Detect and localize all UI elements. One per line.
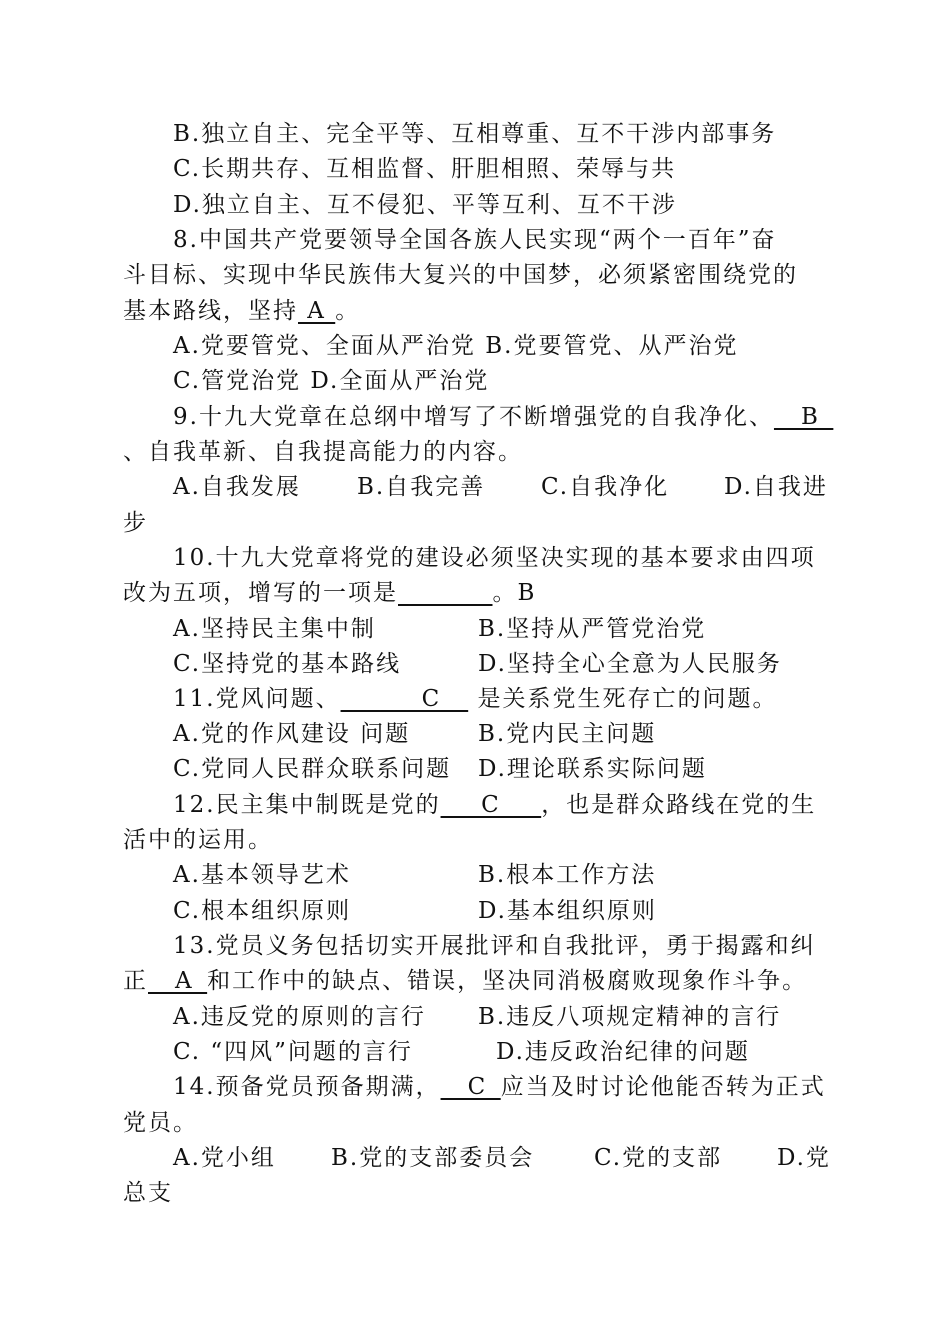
- q11-answer-blank: ______C__: [340, 686, 469, 712]
- q9-stem-line1: 9.十九大党章在总纲中增写了不断增强党的自我净化、__B_: [173, 404, 834, 430]
- q13-option-d: D.违反政治纪律的问题: [496, 1039, 750, 1065]
- q12-option-d: D.基本组织原则: [478, 898, 657, 924]
- q13-stem-line2: 正__A_和工作中的缺点、错误，坚决同消极腐败现象作斗争。: [123, 968, 808, 994]
- q11-options-cd: [173, 752, 833, 786]
- q10-option-d: D.坚持全心全意为人民服务: [478, 651, 782, 677]
- q10-stem-line1: 10.十九大党章将党的建设必须坚决实现的基本要求由四项: [173, 545, 816, 571]
- q8-stem-line3: 基本路线，坚持 A 。: [123, 298, 361, 324]
- q12-option-b: B.根本工作方法: [478, 862, 657, 888]
- q11-option-b: B.党内民主问题: [478, 721, 657, 747]
- q14-stem-line2: 党员。: [123, 1110, 198, 1136]
- q8-stem-line1: 8.中国共产党要领导全国各族人民实现“两个一百年”奋: [173, 227, 777, 253]
- q10-option-a: A.坚持民主集中制: [173, 616, 376, 642]
- q12-stem-line1: 12.民主集中制既是党的___C___，也是群众路线在党的生: [173, 792, 817, 818]
- q7-option-d: D.独立自主、互不侵犯、平等互利、互不干涉: [173, 192, 677, 218]
- q11-options-ab: [173, 717, 833, 751]
- q14-option-d: D.党: [777, 1145, 831, 1171]
- q7-option-c: C.长期共存、互相监督、肝胆相照、荣辱与共: [173, 156, 677, 182]
- q14-option-b: B.党的支部委员会: [331, 1145, 535, 1171]
- q8-options-cd: C.管党治党 D.全面从严治党: [173, 368, 490, 394]
- q9-option-d: D.自我进: [724, 474, 828, 500]
- q9-options: [173, 470, 833, 504]
- q13-stem-line1: 13.党员义务包括切实开展批评和自我批评，勇于揭露和纠: [173, 933, 816, 959]
- q14-options: [173, 1141, 833, 1175]
- q11-option-d: D.理论联系实际问题: [478, 756, 707, 782]
- q14-option-d-wrap: 总支: [123, 1180, 173, 1206]
- q12-stem-line2: 活中的运用。: [123, 827, 273, 853]
- q10-stem-line2: 改为五项，增写的一项是_______。B: [123, 580, 537, 606]
- q13-options-ab: [173, 1000, 833, 1034]
- q11-option-a: A.党的作风建设 问题: [173, 721, 411, 747]
- q12-option-c: C.根本组织原则: [173, 898, 352, 924]
- q13-answer-blank: __A_: [148, 968, 208, 994]
- q13-option-c: C. “四风”问题的言行: [173, 1039, 413, 1065]
- q8-options-ab: A.党要管党、全面从严治党 B.党要管党、从严治党: [173, 333, 739, 359]
- q9-option-a: A.自我发展: [173, 474, 301, 500]
- q10-options-cd: [173, 647, 833, 681]
- q8-answer-blank: A: [298, 298, 336, 324]
- q8-stem-line2: 斗目标、实现中华民族伟大复兴的中国梦，必须紧密围绕党的: [123, 262, 798, 288]
- q10-options-ab: [173, 612, 833, 646]
- q14-stem-line1: 14.预备党员预备期满，__C_应当及时讨论他能否转为正式: [173, 1074, 826, 1100]
- q13-options-cd: [173, 1035, 833, 1069]
- q12-options-cd: [173, 894, 833, 928]
- q10-answer-blank: _______: [398, 580, 493, 606]
- q14-answer-blank: __C_: [440, 1074, 501, 1100]
- q9-stem-line2: 、自我革新、自我提高能力的内容。: [123, 439, 523, 465]
- q14-option-c: C.党的支部: [594, 1145, 723, 1171]
- q11-stem: 11.党风问题、______C__ 是关系党生死存亡的问题。: [173, 686, 778, 712]
- q9-option-c: C.自我净化: [541, 474, 670, 500]
- q10-option-b: B.坚持从严管党治党: [478, 616, 707, 642]
- q12-answer-blank: ___C___: [440, 792, 542, 818]
- q9-answer-blank: __B_: [773, 404, 834, 430]
- q9-option-b: B.自我完善: [357, 474, 486, 500]
- q12-options-ab: [173, 858, 833, 892]
- q9-option-d-wrap: 步: [123, 510, 148, 536]
- q11-option-c: C.党同人民群众联系问题: [173, 756, 452, 782]
- q14-option-a: A.党小组: [173, 1145, 276, 1171]
- q7-option-b: B.独立自主、完全平等、互相尊重、互不干涉内部事务: [173, 121, 777, 147]
- q13-option-a: A.违反党的原则的言行: [173, 1004, 426, 1030]
- q12-option-a: A.基本领导艺术: [173, 862, 351, 888]
- q10-option-c: C.坚持党的基本路线: [173, 651, 402, 677]
- q13-option-b: B.违反八项规定精神的言行: [478, 1004, 782, 1030]
